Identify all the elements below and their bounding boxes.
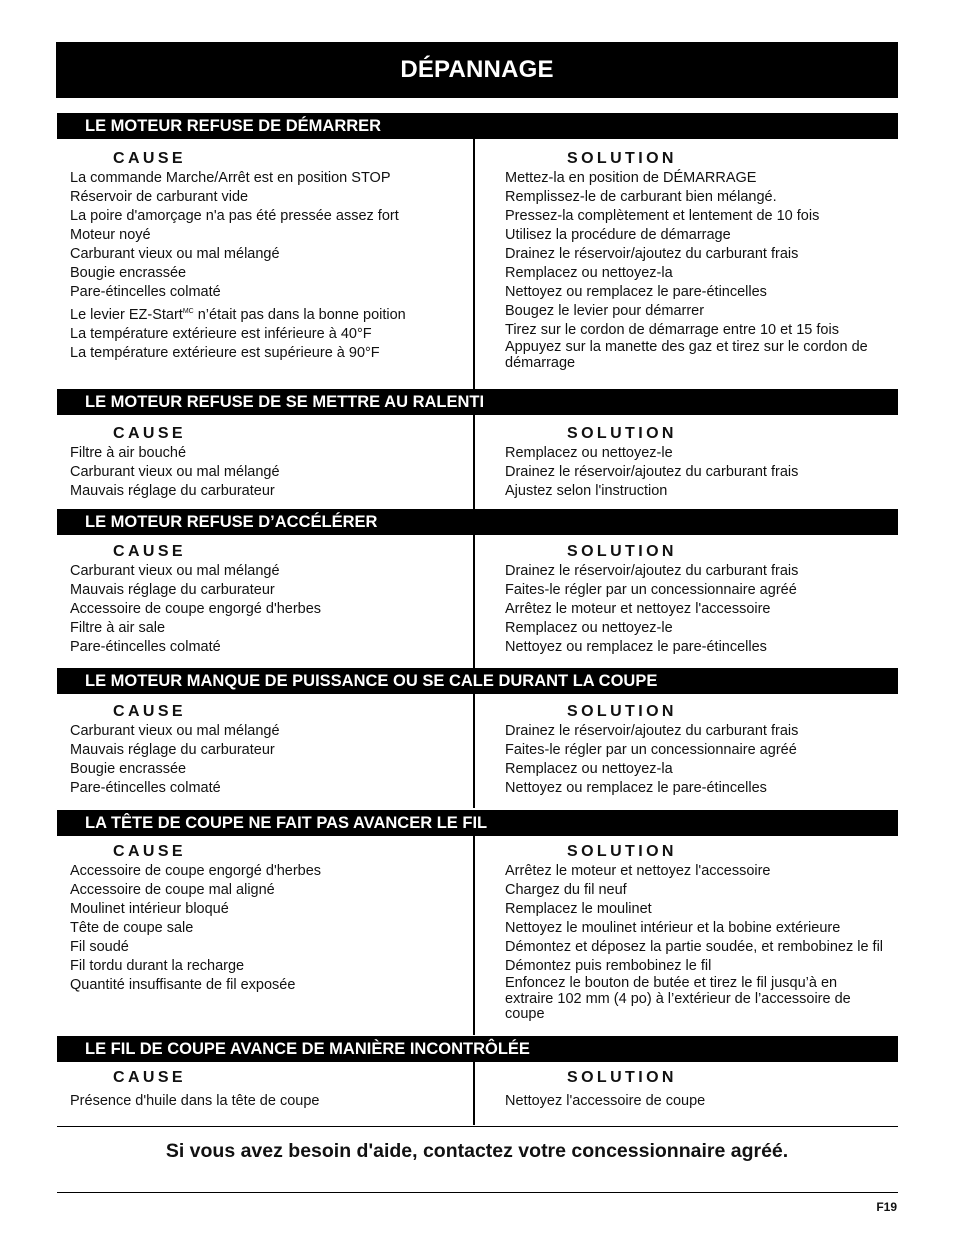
solution-header: SOLUTION bbox=[567, 703, 677, 720]
cause-item: Pare-étincelles colmaté bbox=[70, 639, 221, 655]
cause-item: La température extérieure est supérieure à 90°F bbox=[70, 345, 380, 361]
cause-item: Filtre à air sale bbox=[70, 620, 166, 636]
solution-item: Tirez sur le cordon de démarrage entre 10 et 15 fois bbox=[505, 322, 839, 338]
column-divider bbox=[473, 415, 475, 509]
lever-suffix: n’était pas dans la bonne poition bbox=[193, 307, 406, 323]
solution-item: Remplissez-le de carburant bien mélangé. bbox=[505, 189, 777, 205]
cause-header: CAUSE bbox=[113, 703, 187, 720]
cause-item: Tête de coupe sale bbox=[70, 920, 194, 936]
cause-item: Filtre à air bouché bbox=[70, 445, 187, 461]
cause-column bbox=[70, 542, 465, 657]
solution-item: Remplacez le moulinet bbox=[505, 901, 652, 917]
solution-column bbox=[505, 149, 898, 373]
solution-item: Chargez du fil neuf bbox=[505, 882, 627, 898]
cause-item: Carburant vieux ou mal mélangé bbox=[70, 563, 280, 579]
cause-item: Moteur noyé bbox=[70, 227, 151, 243]
cause-item: Mauvais réglage du carburateur bbox=[70, 582, 275, 598]
section-engine-wont-accelerate bbox=[57, 509, 898, 668]
section-heading: LE FIL DE COUPE AVANCE DE MANIÈRE INCONTRÔLÉE bbox=[57, 1036, 898, 1062]
page-number: F19 bbox=[876, 1200, 897, 1214]
cause-item: Bougie encrassée bbox=[70, 761, 187, 777]
column-divider bbox=[473, 1062, 475, 1125]
cause-item: La poire d'amorçage n'a pas été pressée assez fort bbox=[70, 208, 399, 224]
help-message: Si vous avez besoin d'aide, contactez votre concessionnaire agréé. bbox=[165, 1140, 789, 1162]
section-head-wont-advance-line bbox=[57, 810, 898, 1035]
cause-item: Bougie encrassée bbox=[70, 265, 187, 281]
cause-item: Pare-étincelles colmaté bbox=[70, 780, 221, 796]
cause-item-lever bbox=[70, 302, 465, 325]
solution-item: Nettoyez ou remplacez le pare-étincelles bbox=[505, 639, 767, 655]
cause-header: CAUSE bbox=[113, 843, 187, 860]
solution-column bbox=[505, 842, 898, 1025]
page-title: DÉPANNAGE bbox=[56, 42, 898, 98]
solution-item: Ajustez selon l'instruction bbox=[505, 483, 668, 499]
cause-header: CAUSE bbox=[113, 1069, 187, 1086]
solution-item: Démontez puis rembobinez le fil bbox=[505, 958, 712, 974]
cause-column bbox=[70, 1068, 465, 1111]
solution-column bbox=[505, 702, 898, 798]
solution-header: SOLUTION bbox=[567, 150, 677, 167]
cause-item: La commande Marche/Arrêt est en position STOP bbox=[70, 170, 391, 186]
cause-column bbox=[70, 842, 465, 995]
section-heading: LE MOTEUR REFUSE D’ACCÉLÉRER bbox=[57, 509, 898, 535]
cause-column bbox=[70, 149, 465, 363]
solution-header: SOLUTION bbox=[567, 543, 677, 560]
table-bottom-rule bbox=[57, 1126, 898, 1127]
solution-column bbox=[505, 1068, 898, 1111]
solution-item: Drainez le réservoir/ajoutez du carburant frais bbox=[505, 246, 799, 262]
section-heading: LE MOTEUR MANQUE DE PUISSANCE OU SE CALE DURANT LA COUPE bbox=[57, 668, 898, 694]
solution-header: SOLUTION bbox=[567, 1069, 677, 1086]
solution-header: SOLUTION bbox=[567, 425, 677, 442]
solution-item: Mettez-la en position de DÉMARRAGE bbox=[505, 170, 757, 186]
solution-header: SOLUTION bbox=[567, 843, 677, 860]
solution-item: Drainez le réservoir/ajoutez du carburant frais bbox=[505, 723, 799, 739]
section-heading: LA TÊTE DE COUPE NE FAIT PAS AVANCER LE FIL bbox=[57, 810, 898, 836]
solution-item: Enfoncez le bouton de butée et tirez le fil jusqu’à en extraire 102 mm (4 po) à l’extérieur de l’accessoire de coupe bbox=[505, 975, 851, 1022]
cause-item: La température extérieure est inférieure à 40°F bbox=[70, 326, 372, 342]
lever-prefix: Le levier EZ-Start bbox=[70, 307, 183, 323]
column-divider bbox=[473, 535, 475, 668]
cause-column bbox=[70, 702, 465, 798]
cause-item: Mauvais réglage du carburateur bbox=[70, 742, 275, 758]
cause-item: Réservoir de carburant vide bbox=[70, 189, 249, 205]
solution-item: Nettoyez ou remplacez le pare-étincelles bbox=[505, 284, 767, 300]
solution-item: Pressez-la complètement et lentement de 10 fois bbox=[505, 208, 820, 224]
solution-item: Utilisez la procédure de démarrage bbox=[505, 227, 731, 243]
solution-column bbox=[505, 424, 898, 501]
solution-item: Remplacez ou nettoyez-la bbox=[505, 265, 673, 281]
solution-item: Remplacez ou nettoyez-le bbox=[505, 445, 673, 461]
solution-item: Nettoyez le moulinet intérieur et la bobine extérieure bbox=[505, 920, 841, 936]
solution-item: Drainez le réservoir/ajoutez du carburant frais bbox=[505, 563, 799, 579]
column-divider bbox=[473, 836, 475, 1035]
footer-rule bbox=[57, 1192, 898, 1193]
solution-item: Arrêtez le moteur et nettoyez l'accessoire bbox=[505, 863, 771, 879]
solution-item: Nettoyez l'accessoire de coupe bbox=[505, 1093, 706, 1109]
cause-header: CAUSE bbox=[113, 543, 187, 560]
solution-item: Bougez le levier pour démarrer bbox=[505, 303, 705, 319]
section-engine-wont-start bbox=[57, 113, 898, 389]
cause-item: Accessoire de coupe engorgé d'herbes bbox=[70, 863, 322, 879]
cause-item: Fil soudé bbox=[70, 939, 129, 955]
cause-item: Accessoire de coupe engorgé d'herbes bbox=[70, 601, 322, 617]
cause-item: Carburant vieux ou mal mélangé bbox=[70, 464, 280, 480]
solution-item: Remplacez ou nettoyez-la bbox=[505, 761, 673, 777]
column-divider bbox=[473, 139, 475, 389]
solution-item: Faites-le régler par un concessionnaire agréé bbox=[505, 582, 797, 598]
cause-item: Mauvais réglage du carburateur bbox=[70, 483, 275, 499]
cause-item: Accessoire de coupe mal aligné bbox=[70, 882, 275, 898]
section-engine-lacks-power bbox=[57, 668, 898, 808]
cause-item: Présence d'huile dans la tête de coupe bbox=[70, 1093, 320, 1109]
cause-item: Carburant vieux ou mal mélangé bbox=[70, 723, 280, 739]
section-heading: LE MOTEUR REFUSE DE SE METTRE AU RALENTI bbox=[57, 389, 898, 415]
solution-item: Nettoyez ou remplacez le pare-étincelles bbox=[505, 780, 767, 796]
section-engine-wont-idle bbox=[57, 389, 898, 509]
solution-item: Appuyez sur la manette des gaz et tirez sur le cordon de démarrage bbox=[505, 339, 868, 371]
solution-column bbox=[505, 542, 898, 657]
section-heading: LE MOTEUR REFUSE DE DÉMARRER bbox=[57, 113, 898, 139]
cause-item: Moulinet intérieur bloqué bbox=[70, 901, 229, 917]
cause-header: CAUSE bbox=[113, 425, 187, 442]
trademark-mark: MC bbox=[182, 308, 194, 315]
cause-item: Quantité insuffisante de fil exposée bbox=[70, 977, 296, 993]
cause-header: CAUSE bbox=[113, 150, 187, 167]
cause-item: Carburant vieux ou mal mélangé bbox=[70, 246, 280, 262]
solution-item: Faites-le régler par un concessionnaire agréé bbox=[505, 742, 797, 758]
column-divider bbox=[473, 694, 475, 808]
cause-item: Fil tordu durant la recharge bbox=[70, 958, 245, 974]
cause-item: Pare-étincelles colmaté bbox=[70, 284, 221, 300]
section-line-advances-uncontrolled bbox=[57, 1036, 898, 1125]
solution-item: Drainez le réservoir/ajoutez du carburant frais bbox=[505, 464, 799, 480]
cause-column bbox=[70, 424, 465, 501]
solution-item: Démontez et déposez la partie soudée, et rembobinez le fil bbox=[505, 939, 884, 955]
solution-item: Arrêtez le moteur et nettoyez l'accessoire bbox=[505, 601, 771, 617]
solution-item: Remplacez ou nettoyez-le bbox=[505, 620, 673, 636]
